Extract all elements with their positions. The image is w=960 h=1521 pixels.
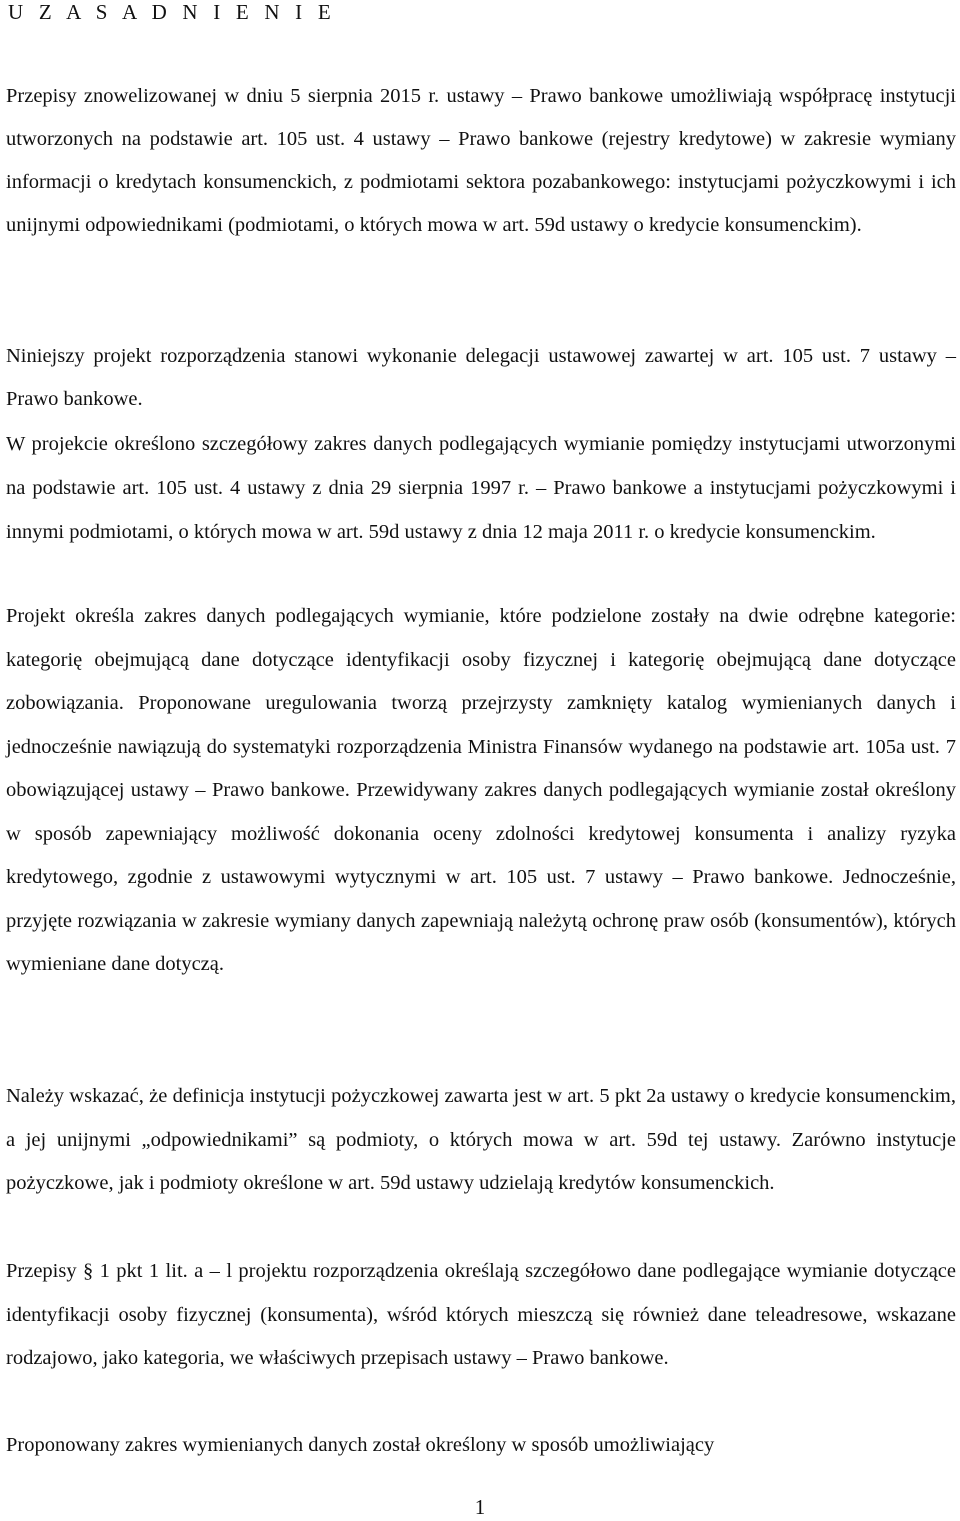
paragraph-proposed-scope: Proponowany zakres wymienianych danych został określony w sposób umożliwiający	[6, 1434, 715, 1456]
paragraph-definition: Należy wskazać, że definicja instytucji pożyczkowej zawarta jest w art. 5 pkt 2a ustawy o kredycie konsumenckim, a jej unijnymi „odpowiednikami” są podmioty, o których mowa w art. 59d tej ustawy. Zarówno instytucje pożyczkowe, jak i podmioty określone w art. 59d ustawy udzielają kredytów konsumenckich.	[6, 1085, 956, 1194]
paragraph-scope: W projekcie określono szczegółowy zakres danych podlegających wymianie pomiędzy instytucjami utworzonymi na podstawie art. 105 ust. 4 ustawy z dnia 29 sierpnia 1997 r. – Prawo bankowe a instytucjami pożyczkowymi i innymi podmiotami, o których mowa w art. 59d ustawy z dnia 12 maja 2011 r. o kredycie konsumenckim.	[6, 433, 956, 543]
paragraph-identification-data: Przepisy § 1 pkt 1 lit. a – l projektu rozporządzenia określają szczegółowo dane podlegające wymianie dotyczące identyfikacji osoby fizycznej (konsumenta), wśród których mieszczą się również dane teleadresowe, wskazane rodzajowo, jako kategoria, we właściwych przepisach ustawy – Prawo bankowe.	[6, 1260, 956, 1369]
page-number: 1	[474, 1495, 486, 1519]
paragraph-delegation: Niniejszy projekt rozporządzenia stanowi wykonanie delegacji ustawowej zawartej w art. 105 ust. 7 ustawy – Prawo bankowe.	[6, 345, 956, 410]
document-title: U Z A S A D N I E N I E	[8, 0, 336, 24]
paragraph-intro: Przepisy znowelizowanej w dniu 5 sierpnia 2015 r. ustawy – Prawo bankowe umożliwiają współpracę instytucji utworzonych na podstawie art. 105 ust. 4 ustawy – Prawo bankowe (rejestry kredytowe) w zakresie wymiany informacji o kredytach konsumenckich, z podmiotami sektora pozabankowego: instytucjami pożyczkowymi i ich unijnymi odpowiednikami (podmiotami, o których mowa w art. 59d ustawy o kredycie konsumenckim).	[6, 85, 956, 236]
paragraph-data-categories: Projekt określa zakres danych podlegających wymianie, które podzielone zostały na dwie odrębne kategorie: kategorię obejmującą dane dotyczące identyfikacji osoby fizycznej i kategorię obejmującą dane dotyczące zobowiązania. Proponowane uregulowania tworzą przejrzysty zamknięty katalog wymienianych danych i jednocześnie nawiązują do systematyki rozporządzenia Ministra Finansów wydanego na podstawie art. 105a ust. 7 obowiązującej ustawy – Prawo bankowe. Przewidywany zakres danych podlegających wymianie został określony w sposób zapewniający możliwość dokonania oceny zdolności kredytowej konsumenta i analizy ryzyka kredytowego, zgodnie z ustawowymi wytycznymi w art. 105 ust. 7 ustawy – Prawo bankowe. Jednocześnie, przyjęte rozwiązania w zakresie wymiany danych zapewniają należytą ochronę praw osób (konsumentów), których wymieniane dane dotyczą.	[6, 605, 956, 975]
